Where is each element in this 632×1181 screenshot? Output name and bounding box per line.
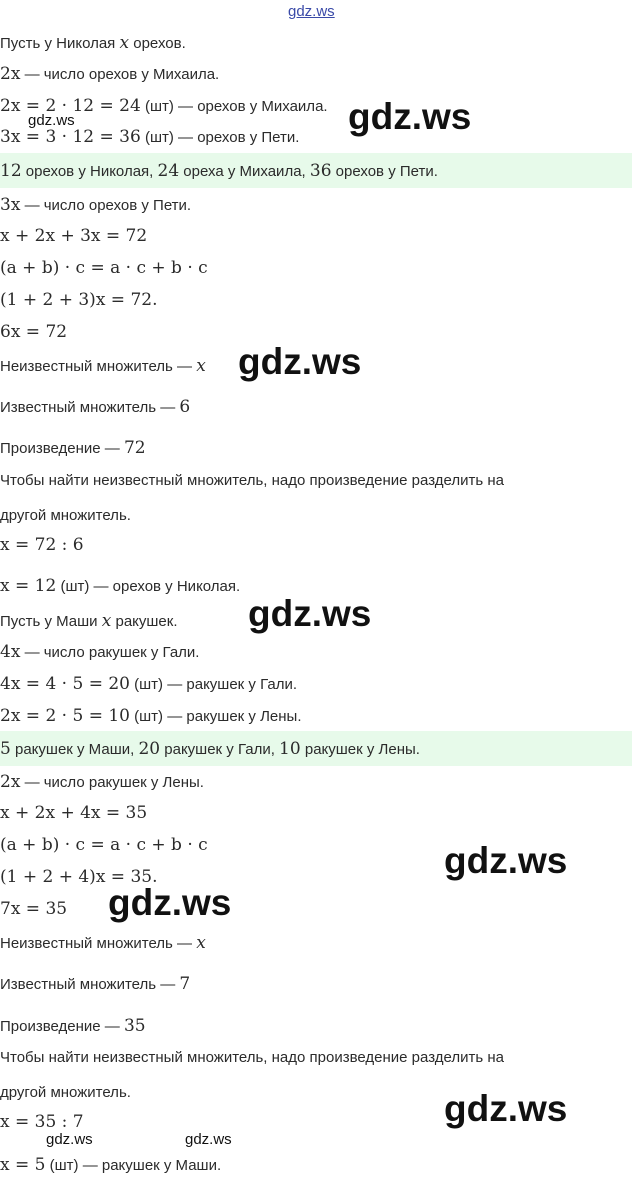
watermark: gdz.ws	[348, 96, 472, 137]
math: 4x	[0, 642, 21, 662]
text: Произведение —	[0, 440, 124, 457]
s1-unknown-factor	[0, 356, 206, 376]
text: — число ракушек у Лены.	[20, 774, 204, 791]
math: x = 5	[0, 1155, 46, 1175]
site-header-link[interactable]: gdz.ws	[288, 3, 335, 20]
s1-eq-5: x = 72 : 6	[0, 535, 84, 555]
s1-known-factor	[0, 397, 190, 417]
text: ракушек у Гали,	[160, 741, 280, 758]
s1-line-4	[0, 127, 299, 147]
s2-eq-1: x + 2x + 4x = 35	[0, 803, 148, 823]
s1-line-1	[0, 33, 186, 53]
s2-rule-line-1: Чтобы найти неизвестный множитель, надо произведение разделить на	[0, 1049, 504, 1066]
text: (шт) — ракушек у Маши.	[45, 1157, 222, 1174]
s1-answer	[0, 161, 438, 181]
s2-line-2	[0, 642, 199, 662]
text: — число орехов у Пети.	[20, 197, 192, 214]
math: 24	[157, 161, 180, 181]
math: x	[196, 933, 206, 953]
math: 2x = 2 · 12 = 24	[0, 96, 141, 116]
text: Пусть у Маши	[0, 613, 102, 630]
text: (шт) — орехов у Николая.	[56, 578, 241, 595]
s2-rule-line-2: другой множитель.	[0, 1084, 131, 1101]
text: — число орехов у Михаила.	[20, 66, 220, 83]
s2-eq-4: 7x = 35	[0, 899, 68, 919]
math: 72	[123, 438, 146, 458]
text: (шт) — ракушек у Гали.	[129, 676, 297, 693]
text: (шт) — орехов у Пети.	[140, 129, 300, 146]
s2-eq-5: x = 35 : 7	[0, 1112, 84, 1132]
math: 35	[123, 1016, 146, 1036]
watermark: gdz.ws	[444, 1088, 568, 1129]
s1-result	[0, 576, 240, 596]
math: x	[119, 33, 130, 53]
math: 20	[138, 739, 161, 759]
text: ракушек у Лены.	[300, 741, 420, 758]
text: Известный множитель —	[0, 399, 180, 416]
s1-rule-line-2: другой множитель.	[0, 507, 131, 524]
math: 3x	[0, 195, 21, 215]
watermark: gdz.ws	[248, 593, 372, 634]
s1-eq-3: (1 + 2 + 3)x = 72.	[0, 290, 158, 310]
math: 4x = 4 · 5 = 20	[0, 674, 130, 694]
text: Пусть у Николая	[0, 35, 120, 52]
s1-eq-2: (a + b) · c = a · c + b · c	[0, 258, 208, 278]
math: 2x = 2 · 5 = 10	[0, 706, 130, 726]
math: x	[196, 356, 206, 376]
math: x	[101, 611, 112, 631]
s2-answer	[0, 739, 420, 759]
math: x = 12	[0, 576, 57, 596]
text: Известный множитель —	[0, 976, 180, 993]
watermark: gdz.ws	[108, 882, 232, 923]
s2-eq-2: (a + b) · c = a · c + b · c	[0, 835, 208, 855]
math: 3x = 3 · 12 = 36	[0, 127, 141, 147]
s1-rule-line-1: Чтобы найти неизвестный множитель, надо произведение разделить на	[0, 472, 504, 489]
math: 2x	[0, 64, 21, 84]
s2-line-3	[0, 674, 297, 694]
s1-eq-1: x + 2x + 3x = 72	[0, 226, 148, 246]
math: 5	[0, 739, 11, 759]
s2-known-factor	[0, 974, 190, 994]
watermark: gdz.ws	[46, 1131, 93, 1148]
text: (шт) — ракушек у Лены.	[129, 708, 302, 725]
text: орехов у Пети.	[331, 163, 438, 180]
math: 12	[0, 161, 22, 181]
text: ореха у Михаила,	[179, 163, 310, 180]
math: 2x	[0, 772, 21, 792]
watermark: gdz.ws	[185, 1131, 232, 1148]
s2-line-1	[0, 611, 178, 631]
text: ракушек.	[111, 613, 178, 630]
s1-line-5	[0, 195, 191, 215]
s2-product	[0, 1016, 146, 1036]
watermark: gdz.ws	[28, 112, 75, 129]
text: (шт) — орехов у Михаила.	[140, 98, 328, 115]
text: Неизвестный множитель —	[0, 358, 197, 375]
s2-eq-3: (1 + 2 + 4)x = 35.	[0, 867, 158, 887]
text: орехов.	[129, 35, 186, 52]
s2-unknown-factor	[0, 933, 206, 953]
text: Произведение —	[0, 1018, 124, 1035]
s1-eq-4: 6x = 72	[0, 322, 68, 342]
watermark: gdz.ws	[444, 840, 568, 881]
text: Неизвестный множитель —	[0, 935, 197, 952]
watermark: gdz.ws	[238, 341, 362, 382]
s2-line-5	[0, 772, 204, 792]
math: 6	[179, 397, 191, 417]
math: 36	[309, 161, 332, 181]
text: — число ракушек у Гали.	[20, 644, 200, 661]
text: ракушек у Маши,	[10, 741, 139, 758]
math: 10	[279, 739, 301, 759]
s1-line-2	[0, 64, 219, 84]
text: орехов у Николая,	[21, 163, 158, 180]
s2-line-4	[0, 706, 302, 726]
s1-product	[0, 438, 146, 458]
s2-result	[0, 1155, 221, 1175]
math: 7	[179, 974, 191, 994]
